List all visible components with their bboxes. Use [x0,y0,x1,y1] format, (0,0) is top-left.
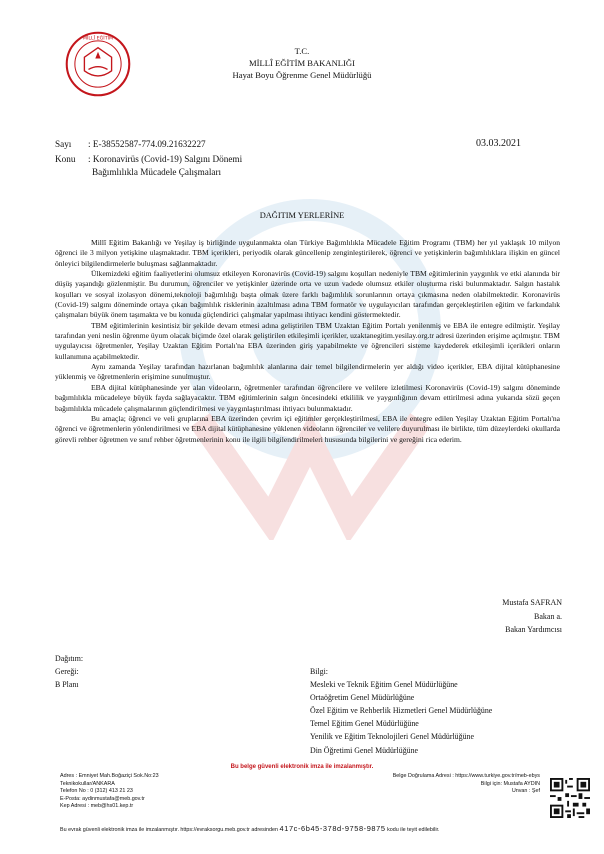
footer-email: E-Posta: aydinmustafa@meb.gov.tr [60,795,145,802]
paragraph-4: Aynı zamanda Yeşilay tarafından hazırlanan bağımlılık alanlarına dair temel bilgilendirmelerin yer aldığı video içerikler, EBA dijital kütüphanesine yüklenmiş ve öğretmenlerin erişimine sunulmuştur. [55,362,560,382]
distribution-heading: Dağıtım: [55,654,84,663]
info-contact: Bilgi için: Mustafa AYDIN [480,780,540,787]
konu-line2: Bağımlılıkla Mücadele Çalışmaları [92,167,222,177]
distribution-left [55,652,83,691]
signature-block [502,596,562,637]
info-role: Unvan : Şef [511,788,540,795]
paragraph-2: Ülkemizdeki eğitim faaliyetlerini olumsuz etkileyen Koronavirüs (Covid-19) salgını koşulları nedeniyle TBM eğitimlerinin yaygınlık ve etki alanında bir düşüş yaşandığı gözlenmiştir. Bu durumun, öğrenciler ve yetişkinler üzerinde orta ve uzun vadede olumsuz etkiler oluşturma riski bulunmaktadır. Salgın hastalık koşulları ve sosyal izolasyon dönemi,teknoloji bağımlılığı başta olmak üzere farklı bağımlılık sorunlarının ortaya çıkmasına neden olabilmektedir. Koronavirüs (Covid-19) salgını döneminde ortaya çıkan bağımlılık risklerinin azaltılması adına TBM formatör ve uygulayıcıları tarafından gerçekleştirilen eğitim ve farkındalık çalışmaları büyük önem taşımakta ve bu konuda güçlendirici çalışmalar yapılması ihtiyacı kendini göstermektedir. [55,269,560,320]
header-directorate: Hayat Boyu Öğrenme Genel Müdürlüğü [232,70,372,80]
distribution-right [310,665,492,757]
footer-district: Teknikokullar/ANKARA [60,780,115,787]
paragraph-1: Millî Eğitim Bakanlığı ve Yeşilay iş birliğinde uygulanmakta olan Türkiye Bağımlılıkla Mücadele Eğitim Programı (TBM) her yıl yaklaşık 10 milyon öğrenci ile 3 milyon yetişkine ulaşmaktadır. TBM içerikleri, periyodik olarak güncellenip zenginleştirilerek, öğrenci ve yetişkinlerin bağımlılıklara ilişkin en güncel önleyici bilgilendirmelerle buluşması sağlanmaktadır. [55,238,560,268]
paragraph-5: EBA dijital kütüphanesinde yer alan videoların, öğretmenler tarafından öğrencilere ve velilere izletilmesi Koronavirüs (Covid-19) salgını döneminde bağımlılıkla mücadeleye büyük fayda sağlayacaktır. TBM eğitimlerinin salgın öncesindeki etkililik ve yaygınlığının devam ettirilmesi adına yukarıda sözü geçen bağımlılıkla mücadele çalışmalarının güçlendirilmesi ve yaygınlaştırılması ihtiyacı bulunmaktadır. [55,382,560,413]
sayi-label: Sayı [55,139,72,149]
bilgi-item: Mesleki ve Teknik Eğitim Genel Müdürlüğüne [310,680,458,690]
verify-suffix: kodu ile teyit edilebilir. [387,827,440,833]
signer-name: Mustafa SAFRAN [502,598,562,607]
recipient: DAĞITIM YERLERİNE [259,211,345,220]
bilgi-item: Temel Eğitim Genel Müdürlüğüne [310,719,419,729]
verify-prefix: Bu evrak güvenli elektronik imza ile imzalanmıştır. https://evraksorgu.meb.gov.tr adresinden [60,827,279,833]
footer-kep: Kep Adresi : meb@hs01.kep.tr [60,803,134,810]
footer-bottom-line [60,825,550,835]
qr-code-icon [550,778,590,818]
letter-body [55,238,560,445]
sayi-value: : E-38552587-774.09.21632227 [88,139,206,149]
paragraph-3: TBM eğitimlerinin kesintisiz bir şekilde devam etmesi adına geliştirilen TBM Uzaktan Eğitim Portalı yenilenmiş ve EBA ile entegre edilmiştir. Yeşilay tarafından yeni neslin öğrenme üyum olacak biçimde özel olarak geliştirilen etkileşimli içerikler, uzaktanegitim.yesilay.org.tr adresi üzerinden erişime açılmıştır. TBM uygulayıcısı öğretmenler, Yeşilay Uzaktan Eğitim Portalı'na EBA üzerinden giriş yapabilmekte ve öğrencileri sisteme kaydederek etkileşimli içerikleri onların kullanımına açabilmektedir. [55,320,560,361]
footer-phone: Telefon No : 0 (312) 413 21 23 [60,788,133,795]
gereg-label: Gereği: [55,667,79,677]
bilgi-item: Din Öğretimi Genel Müdürlüğüne [310,745,419,755]
bilgi-label: Bilgi: [310,667,328,676]
gereg-item: B Planı [55,680,79,690]
footer-verify [393,773,540,796]
verify-code: 417c-6b45-378d-9758-9875 [279,824,386,833]
document-date: 03.03.2021 [476,138,521,149]
verify-address[interactable]: Belge Doğrulama Adresi : https://www.turkiye.gov.tr/meb-ebys [392,773,540,779]
bilgi-item: Özel Eğitim ve Rehberlik Hizmetleri Genel Müdürlüğüne [310,706,493,716]
svg-text:MİLLÎ EĞİTİM: MİLLÎ EĞİTİM [82,36,114,42]
konu-label: Konu [55,154,76,164]
e-signature-notice: Bu belge güvenli elektronik imza ile imzalanmıştır. [230,764,374,770]
footer-address: Adres : Emniyet Mah.Boğaziçi Sok.No:23 [60,773,159,779]
header-tc: T.C. [294,46,310,56]
header-ministry: MİLLÎ EĞİTİM BAKANLIĞI [249,58,355,68]
signer-title-2: Bakan Yardımcısı [505,625,562,634]
bilgi-item: Yenilik ve Eğitim Teknolojileri Genel Müdürlüğüne [310,732,474,742]
konu-line1: : Koronavirüs (Covid-19) Salgını Dönemi [88,154,243,164]
paragraph-6: Bu amaçla; öğrenci ve veli gruplarına EBA üzerinden çevrim içi eğitimler gerçekleştirilmesi, EBA ile entegre edilen Yeşilay Uzaktan Eğitim Portalı'na öğrenci ve öğretmenlerin yönlendirilmesi ve EBA dijital kütüphanesine yüklenen videoların öğrenciler ve velilere duyurulması ile birlikte, tüm düzeylerdeki okullarda görevli rehber öğretmen ve sınıf rehber öğretmenlerinin konu ile ilgili bilgilendirilmeleri hususunda bilgilerini ve gereğini rica ederim. [55,413,560,444]
bilgi-item: Ortaöğretim Genel Müdürlüğüne [310,693,415,703]
signer-title-1: Bakan a. [534,611,562,621]
footer-contact [60,773,159,811]
